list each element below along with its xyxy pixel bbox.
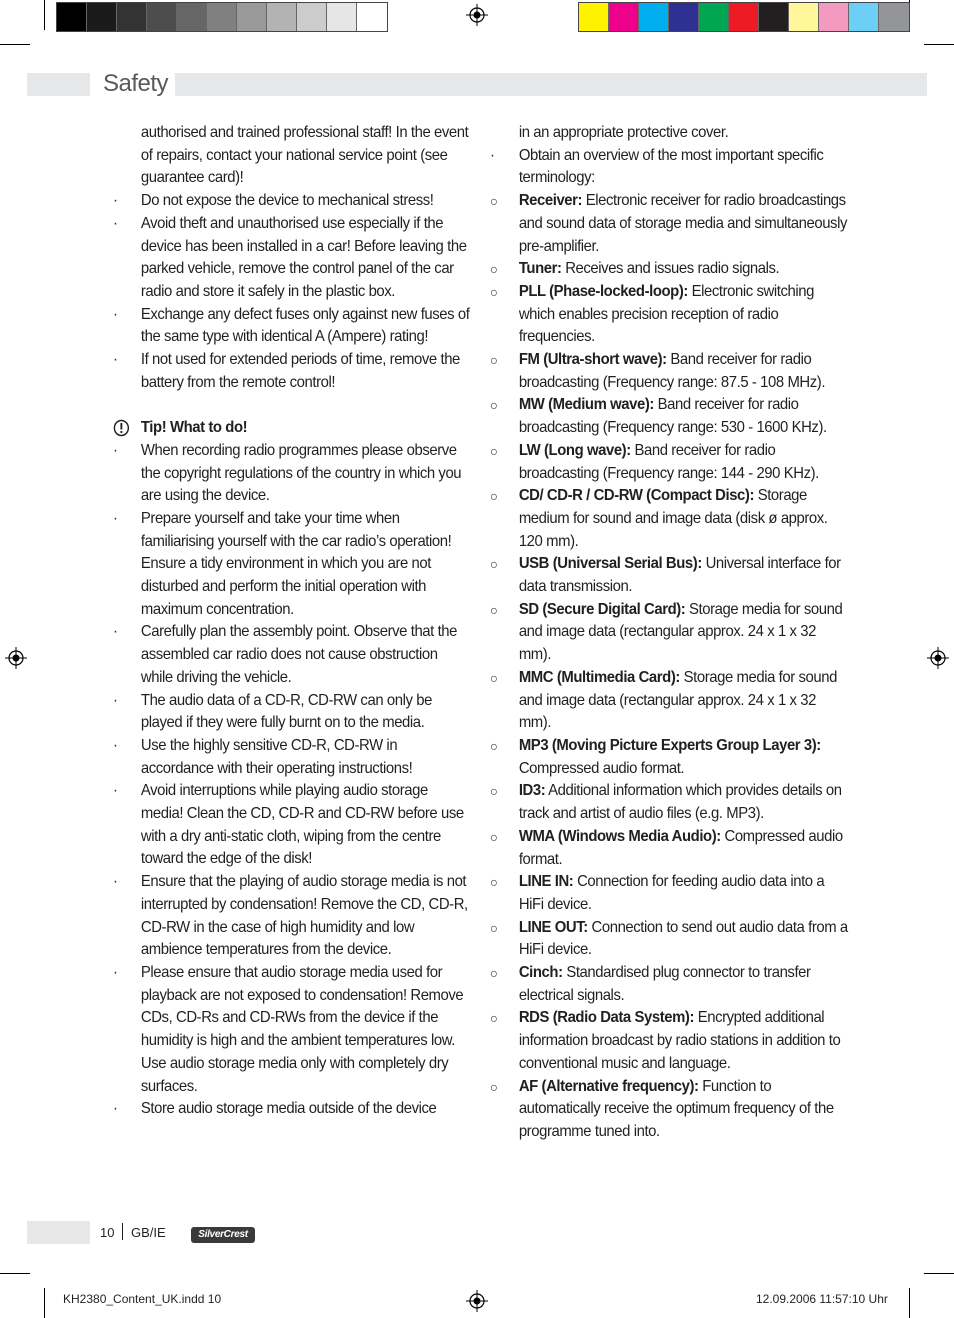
- list-item: [113, 621, 471, 689]
- circle-bullet-icon: ○: [490, 919, 498, 936]
- circle-bullet-icon: ○: [490, 669, 498, 686]
- item-text: Use audio storage media only with completely dry surfaces.: [140, 1054, 449, 1095]
- color-swatch: [699, 3, 729, 31]
- registration-mark-icon: [466, 1290, 488, 1312]
- item-text: If not used for extended periods of time, remove the battery from the remote control!: [140, 351, 460, 391]
- term-label: FM (Ultra-short wave):: [518, 351, 667, 369]
- circle-bullet-icon: ○: [490, 556, 498, 573]
- bullet-icon: ·: [113, 691, 118, 709]
- item-text: The audio data of a CD-R, CD-RW can only be played if they were fully burnt on to the media.: [140, 691, 432, 732]
- color-swatch: [819, 3, 849, 31]
- color-swatch: [147, 3, 177, 31]
- file-slug: KH2380_Content_UK.indd 10: [63, 1292, 222, 1306]
- item-text: Avoid interruptions while playing audio storage media! Clean the CD, CD-R and CD-RW before use with a dry anti-static cloth, wiping from the centre toward the edge of the disk!: [140, 782, 464, 868]
- left-column: [113, 122, 471, 1121]
- circle-bullet-icon: ○: [490, 193, 498, 210]
- item-text: Carefully plan the assembly point. Observe that the assembled car radio does not cause obstruction while driving the vehicle.: [140, 623, 458, 686]
- color-swatch: [849, 3, 879, 31]
- color-swatch: [207, 3, 237, 31]
- item-text: Connection to send out audio data from a HiFi device.: [518, 918, 848, 959]
- bullet-icon: ·: [113, 214, 118, 232]
- list-item: [490, 145, 851, 190]
- list-item: [490, 826, 851, 871]
- list-item: [490, 485, 851, 553]
- list-item: [490, 258, 851, 281]
- list-item: [490, 190, 851, 258]
- crop-mark: [0, 44, 30, 45]
- list-item: [113, 508, 471, 622]
- term-label: Tip! What to do!: [140, 419, 248, 437]
- list-item: [113, 349, 471, 394]
- item-text: Band receiver for radio broadcasting (Frequency range: 144 - 290 KHz).: [518, 441, 819, 482]
- circle-bullet-icon: ○: [490, 828, 498, 845]
- term-label: WMA (Windows Media Audio):: [518, 827, 721, 845]
- item-text: authorised and trained professional staff! In the event of repairs, contact your national service point (see guarantee card)!: [140, 124, 469, 187]
- circle-bullet-icon: ○: [490, 442, 498, 459]
- item-text: Do not expose the device to mechanical stress!: [140, 192, 434, 210]
- color-swatch: [879, 3, 909, 31]
- crop-mark: [924, 1273, 954, 1274]
- page-title: Safety: [103, 70, 169, 97]
- item-text: Electronic receiver for radio broadcastings and sound data of storage media and simultaneously pre-amplifier.: [518, 192, 848, 255]
- list-item: [490, 122, 851, 145]
- list-item: [113, 1053, 471, 1098]
- term-label: ID3:: [518, 782, 546, 800]
- circle-bullet-icon: ○: [490, 488, 498, 505]
- circle-bullet-icon: ○: [490, 737, 498, 754]
- circle-bullet-icon: ○: [490, 397, 498, 414]
- list-item: [490, 281, 851, 349]
- list-item: [490, 962, 851, 1007]
- item-text: Storage medium for sound and image data (disk ø approx. 120 mm).: [518, 487, 828, 550]
- list-item: [113, 735, 471, 780]
- list-item: [490, 553, 851, 598]
- color-swatch: [57, 3, 87, 31]
- item-text: Use the highly sensitive CD-R, CD-RW in accordance with their operating instructions!: [140, 736, 413, 777]
- print-timestamp: 12.09.2006 11:57:10 Uhr: [756, 1292, 888, 1306]
- circle-bullet-icon: ○: [490, 1010, 498, 1027]
- term-label: RDS (Radio Data System):: [518, 1009, 695, 1027]
- item-text: When recording radio programmes please observe the copyright regulations of the country in which you are using the device.: [140, 441, 462, 505]
- color-swatch: [177, 3, 207, 31]
- bullet-icon: ·: [113, 623, 118, 641]
- circle-bullet-icon: ○: [490, 283, 498, 300]
- item-text: in an appropriate protective cover.: [518, 124, 729, 141]
- item-text: Please ensure that audio storage media used for playback are not exposed to condensation! Remove CDs, CD-Rs and CD-RWs from the device if the humidity is high and the ambient temperatures low.: [140, 964, 464, 1050]
- color-swatch: [609, 3, 639, 31]
- list-item: [113, 1098, 471, 1121]
- process-color-bar: [578, 2, 910, 32]
- bullet-icon: ·: [113, 192, 118, 210]
- header-band-right: [175, 73, 927, 96]
- list-item: [490, 735, 851, 780]
- list-item: [113, 122, 471, 190]
- list-item: [113, 304, 471, 349]
- item-text: Compressed audio format.: [518, 759, 685, 777]
- term-label: MW (Medium wave):: [518, 396, 654, 414]
- item-text: Function to automatically receive the optimum frequency of the programme tuned into.: [518, 1077, 834, 1140]
- bullet-icon: ·: [490, 146, 495, 164]
- item-text: Exchange any defect fuses only against new fuses of the same type with identical A (Ampere) rating!: [140, 305, 470, 346]
- crop-mark: [44, 1288, 45, 1318]
- list-item: [113, 962, 471, 1053]
- bullet-icon: ·: [113, 509, 118, 527]
- color-swatch: [759, 3, 789, 31]
- header-band-left: [27, 73, 90, 96]
- color-swatch: [579, 3, 609, 31]
- list-item: [113, 690, 471, 735]
- list-item: [490, 440, 851, 485]
- country-code: GB/IE: [131, 1225, 166, 1240]
- term-label: MP3 (Moving Picture Experts Group Layer 3):: [518, 736, 821, 754]
- spacer: [113, 394, 471, 417]
- circle-bullet-icon: ○: [490, 783, 498, 800]
- color-swatch: [357, 3, 387, 31]
- color-swatch: [237, 3, 267, 31]
- term-label: LINE IN:: [518, 873, 574, 891]
- term-label: MMC (Multimedia Card):: [518, 668, 680, 686]
- color-swatch: [327, 3, 357, 31]
- bullet-icon: ·: [113, 351, 118, 369]
- list-item: [490, 1076, 851, 1144]
- color-swatch: [729, 3, 759, 31]
- term-label: Receiver:: [518, 192, 583, 210]
- term-label: SD (Secure Digital Card):: [518, 600, 686, 618]
- color-swatch: [87, 3, 117, 31]
- list-item: [490, 349, 851, 394]
- circle-bullet-icon: ○: [490, 352, 498, 369]
- registration-mark-icon: [5, 647, 27, 669]
- item-text: Compressed audio format.: [518, 827, 843, 868]
- item-text: Electronic switching which enables precision reception of radio frequencies.: [518, 282, 814, 346]
- term-label: Cinch:: [518, 964, 563, 982]
- list-item: [113, 871, 471, 962]
- item-text: Universal interface for data transmission.: [518, 555, 841, 596]
- term-label: USB (Universal Serial Bus):: [518, 555, 702, 573]
- bullet-icon: ·: [113, 964, 118, 981]
- bullet-icon: ·: [113, 873, 118, 891]
- list-item: [490, 917, 851, 962]
- registration-mark-icon: [927, 647, 949, 669]
- color-swatch: [117, 3, 147, 31]
- list-item: [490, 780, 851, 825]
- item-text: Ensure that the playing of audio storage media is not interrupted by condensation! Remove the CD, CD-R, CD-RW in the case of high humidity and low ambience temperatures from the device.: [140, 873, 468, 959]
- list-item: [490, 599, 851, 667]
- item-text: Connection for feeding audio data into a HiFi device.: [518, 873, 825, 913]
- color-swatch: [297, 3, 327, 31]
- bullet-icon: ·: [113, 305, 118, 323]
- color-swatch: [639, 3, 669, 31]
- crop-mark: [0, 1273, 30, 1274]
- bullet-icon: ·: [113, 1100, 118, 1118]
- list-item: [113, 440, 471, 508]
- list-item: [113, 780, 471, 871]
- circle-bullet-icon: ○: [490, 601, 498, 618]
- list-item: [490, 1007, 851, 1075]
- crop-mark: [924, 44, 954, 45]
- circle-bullet-icon: ○: [490, 1078, 498, 1095]
- circle-bullet-icon: ○: [490, 965, 498, 982]
- bullet-icon: ·: [113, 441, 118, 459]
- registration-mark-icon: [466, 4, 488, 26]
- item-text: Prepare yourself and take your time when familiarising yourself with the car radio’s operation! Ensure a tidy environment in which you are not disturbed and perform the initial operation with maximum concentration.: [140, 509, 452, 618]
- list-item: [113, 213, 471, 304]
- circle-bullet-icon: ○: [490, 874, 498, 891]
- item-text: Receives and issues radio signals.: [561, 260, 780, 278]
- footer-divider: [122, 1223, 123, 1240]
- item-text: Band receiver for radio broadcasting (Frequency range: 87.5 - 108 MHz).: [518, 351, 826, 391]
- term-label: Tuner:: [518, 260, 562, 278]
- color-swatch: [669, 3, 699, 31]
- item-text: Band receiver for radio broadcasting (Frequency range: 530 - 1600 KHz).: [518, 396, 827, 437]
- list-item: [490, 667, 851, 735]
- bullet-icon: ·: [113, 782, 118, 800]
- item-text: Storage media for sound and image data (rectangular approx. 24 x 1 x 32 mm).: [518, 668, 837, 732]
- footer-band: [27, 1221, 90, 1244]
- term-label: PLL (Phase-locked-loop):: [518, 282, 688, 300]
- item-text: Obtain an overview of the most important specific terminology:: [518, 146, 824, 187]
- list-item: [490, 871, 851, 916]
- term-label: AF (Alternative frequency):: [518, 1077, 699, 1095]
- grayscale-color-bar: [56, 2, 388, 32]
- term-label: LINE OUT:: [518, 918, 588, 936]
- crop-mark: [44, 0, 45, 30]
- item-text: Avoid theft and unauthorised use especially if the device has been installed in a car! Before leaving the parked vehicle, remove the control panel of the car radio and store it safely in the plastic box.: [140, 214, 467, 300]
- item-text: Storage media for sound and image data (rectangular approx. 24 x 1 x 32 mm).: [518, 600, 843, 664]
- list-item: [113, 417, 471, 440]
- term-label: CD/ CD-R / CD-RW (Compact Disc):: [518, 487, 754, 505]
- item-text: Additional information which provides details on track and artist of audio files (e.g. MP3).: [518, 782, 842, 823]
- list-item: [490, 394, 851, 439]
- item-text: Standardised plug connector to transfer electrical signals.: [518, 964, 811, 1004]
- crop-mark: [909, 1288, 910, 1318]
- silvercrest-logo: SilverCrest: [191, 1227, 255, 1243]
- item-text: Store audio storage media outside of the device: [140, 1100, 437, 1118]
- term-label: LW (Long wave):: [518, 441, 631, 459]
- color-swatch: [789, 3, 819, 31]
- item-text: Encrypted additional information broadcast by radio stations in addition to conventional music and language.: [518, 1009, 841, 1072]
- list-item: [113, 190, 471, 213]
- right-column: [490, 122, 851, 1144]
- bullet-icon: ·: [113, 736, 118, 754]
- circle-bullet-icon: ○: [490, 261, 498, 278]
- color-swatch: [267, 3, 297, 31]
- page-number: 10: [100, 1225, 115, 1240]
